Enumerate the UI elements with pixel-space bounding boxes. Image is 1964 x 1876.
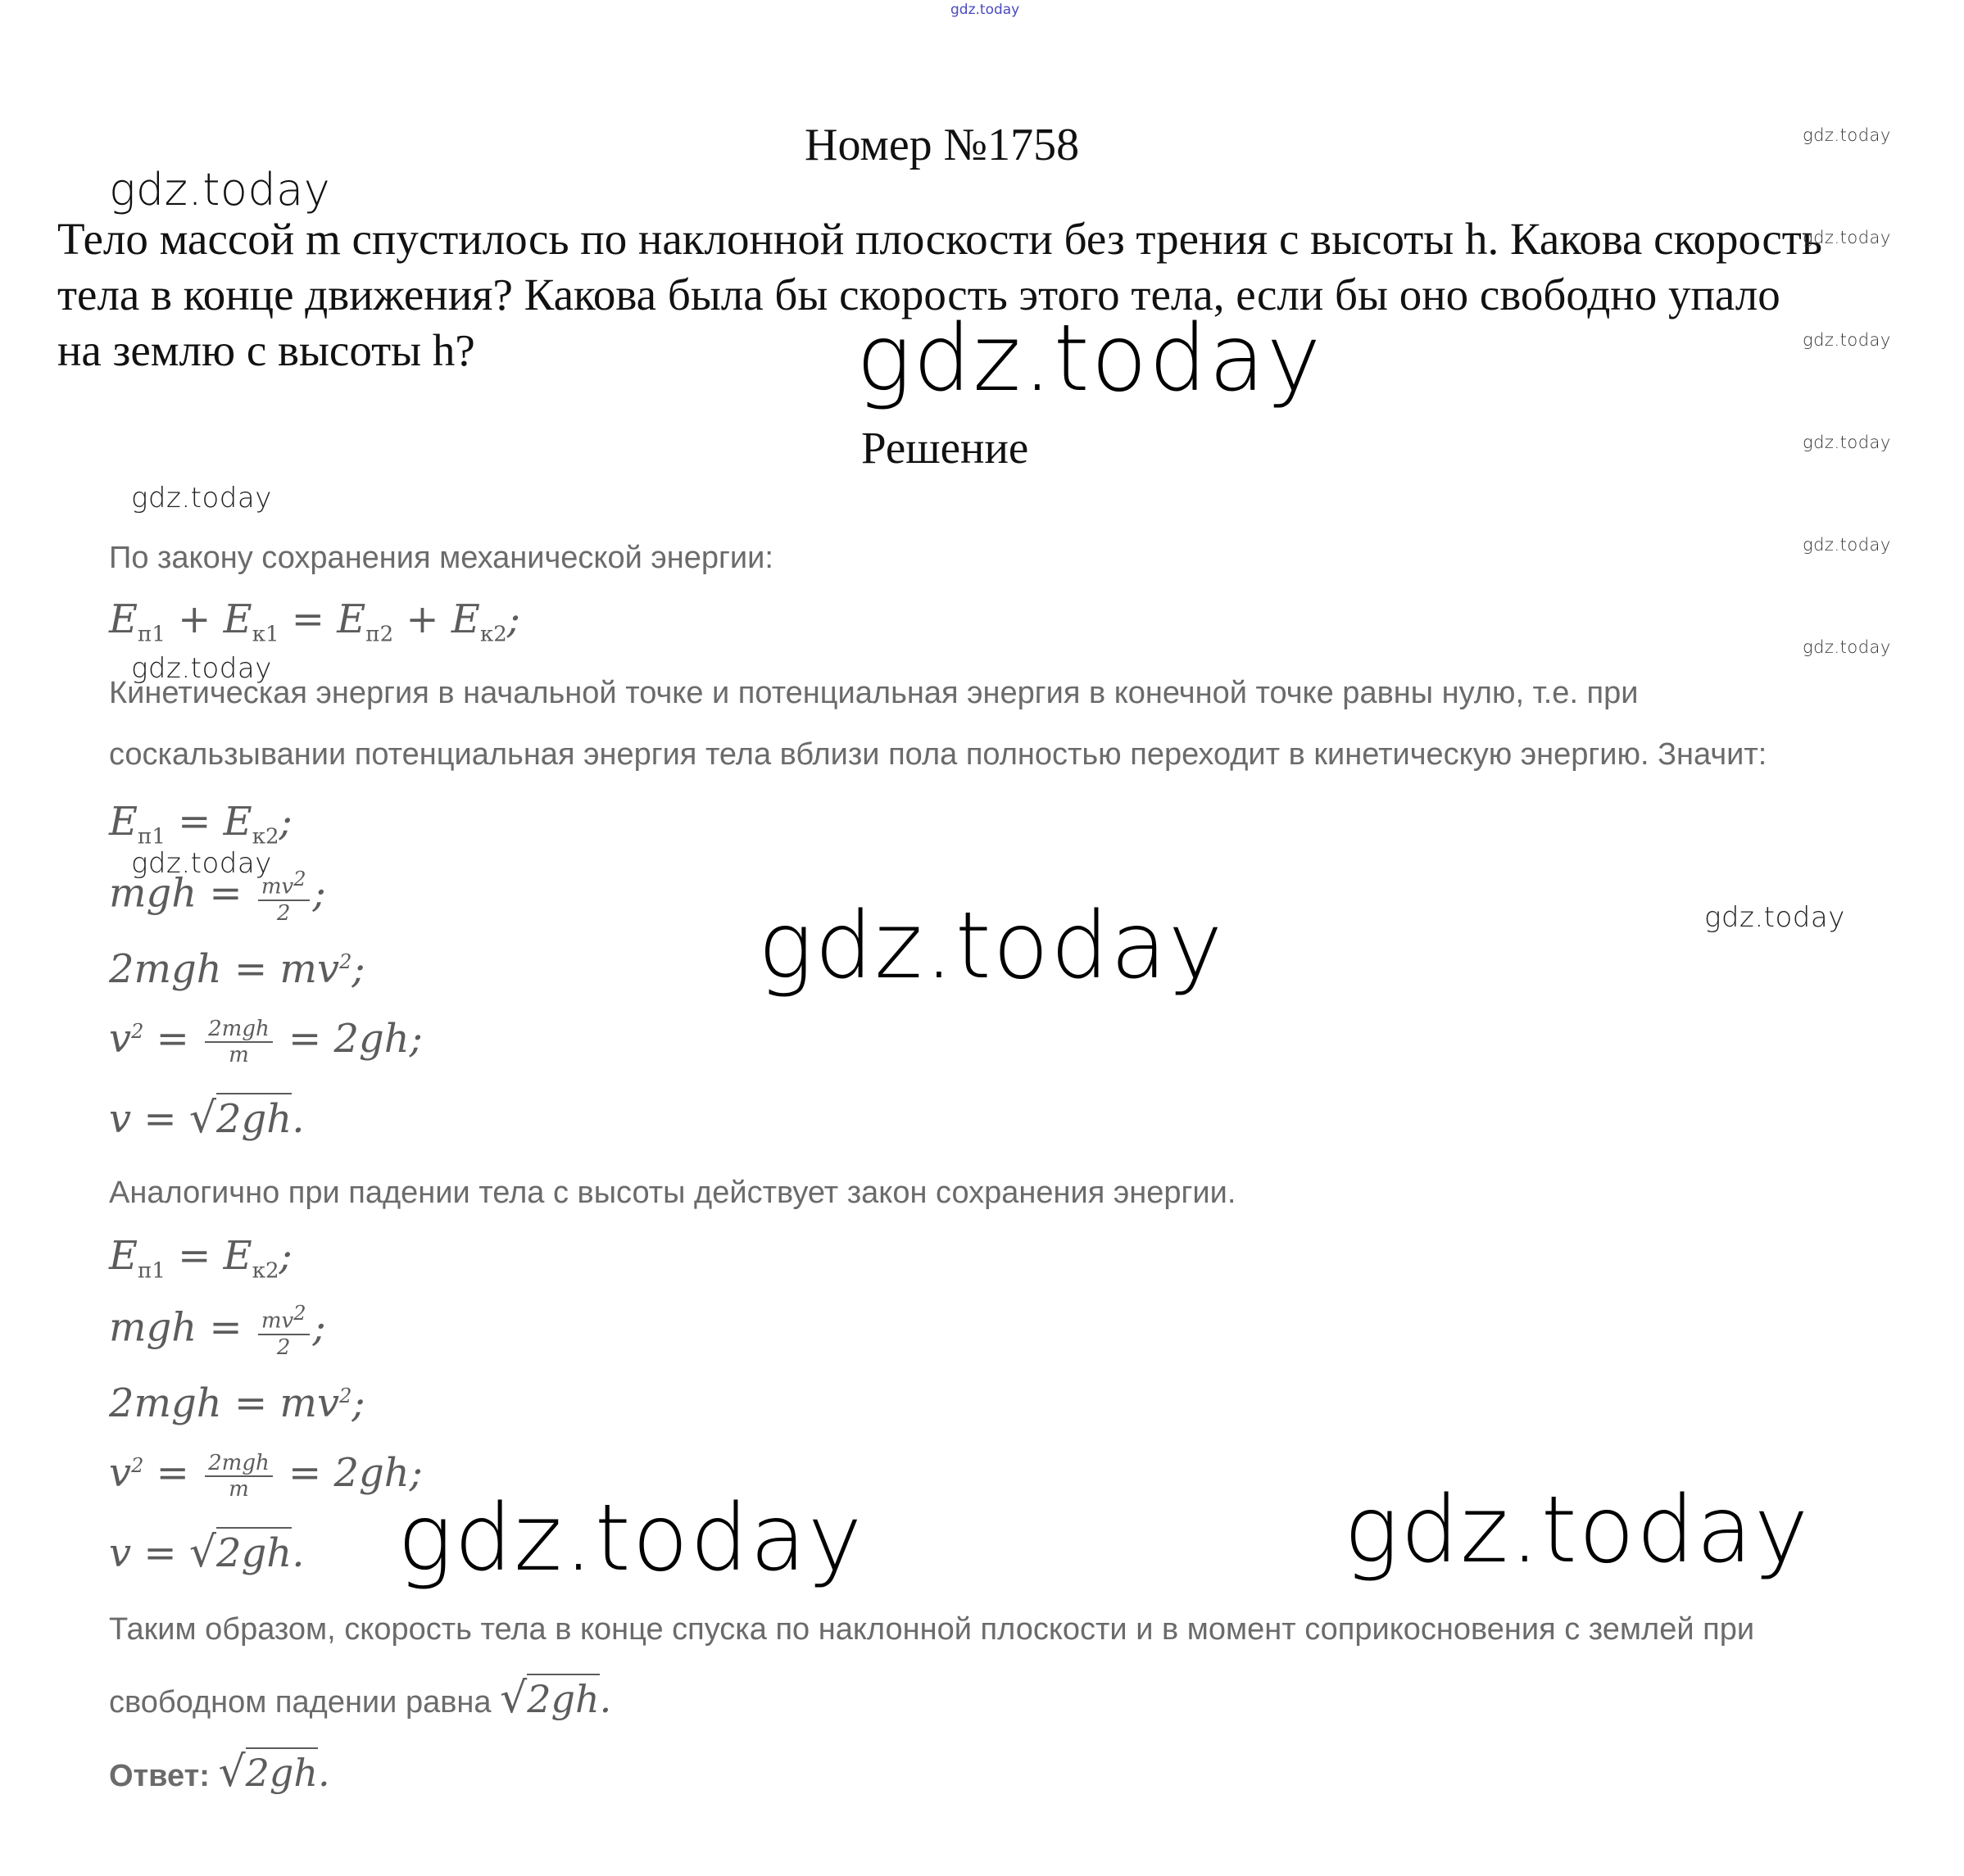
problem-text: Тело массой m спустилось по наклонной плоскости без трения с высоты h. Какова скорость тела в конце движения? Какова была бы скорость этого тела, если бы оно свободно упало на землю с высоты h? <box>57 214 1822 375</box>
solution-analog: Аналогично при падении тела с высоты действует закон сохранения энергии. <box>109 1176 1236 1210</box>
watermark: gdz.today <box>1344 1477 1811 1584</box>
top-watermark: gdz.today <box>950 2 1020 18</box>
watermark: gdz.today <box>1704 901 1845 934</box>
solution-conclusion-line1: Таким образом, скорость тела в конце спуска по наклонной плоскости и в момент соприкосновения с землей при <box>109 1612 1755 1647</box>
equation-ep-ek-2: $E_{п1} = E_{к2}$; <box>109 1233 293 1284</box>
equation-mgh: mgh = $\frac{mv^2}{2}$ ; <box>109 868 326 926</box>
watermark: gdz.today <box>1803 330 1891 350</box>
watermark: gdz.today <box>131 847 272 880</box>
watermark: gdz.today <box>758 893 1225 999</box>
watermark: gdz.today <box>1803 535 1891 555</box>
equation-mgh-2: mgh = $\frac{mv^2}{2}$ ; <box>109 1302 326 1360</box>
conclusion-formula: √2gh <box>500 1674 600 1723</box>
watermark: gdz.today <box>131 652 272 685</box>
watermark: gdz.today <box>1803 125 1891 145</box>
equation-v: v = √2gh. <box>109 1094 305 1143</box>
watermark: gdz.today <box>1803 228 1891 247</box>
equation-v-squared: $v^2$ = $\frac{\text{2mgh}}{m}$ = 2gh; <box>109 1016 423 1067</box>
solution-intro: По закону сохранения механической энергии: <box>109 541 773 575</box>
solution-conclusion-line2 <box>109 1674 611 1723</box>
watermark: gdz.today <box>397 1485 864 1592</box>
equation-energy-conservation: $E_{п1} + E_{к1} = E_{п2} + E_{к2}$; <box>109 596 520 647</box>
watermark: gdz.today <box>1803 433 1891 452</box>
solution-paragraph-line2: соскальзывании потенциальная энергия тела вблизи пола полностью переходит в кинетическую энергию. Значит: <box>109 737 1767 772</box>
page-title: Номер №1758 <box>805 120 1080 170</box>
equation-2mgh: $2mgh = mv^2$; <box>109 946 365 992</box>
answer-formula: √2gh <box>218 1747 318 1797</box>
answer <box>109 1747 330 1797</box>
conclusion-period: . <box>599 1677 612 1721</box>
conclusion-text: свободном падении равна <box>109 1685 492 1720</box>
watermark: gdz.today <box>109 164 331 215</box>
equation-ep-ek: $E_{п1} = E_{к2}$; <box>109 799 293 850</box>
watermark: gdz.today <box>1803 637 1891 657</box>
watermark: gdz.today <box>131 482 272 514</box>
answer-label: Ответ: <box>109 1759 210 1793</box>
equation-v-2: v = √2gh. <box>109 1528 305 1577</box>
solution-paragraph-line1: Кинетическая энергия в начальной точке и потенциальная энергия в конечной точке равны нулю, т.е. при <box>109 676 1639 710</box>
watermark: gdz.today <box>856 306 1323 412</box>
equation-2mgh-2: $2mgh = mv^2$; <box>109 1380 365 1426</box>
solution-heading: Решение <box>861 423 1029 473</box>
answer-period: . <box>317 1751 330 1795</box>
equation-v-squared-2: $v^2$ = $\frac{\text{2mgh}}{m}$ = 2gh; <box>109 1450 423 1502</box>
